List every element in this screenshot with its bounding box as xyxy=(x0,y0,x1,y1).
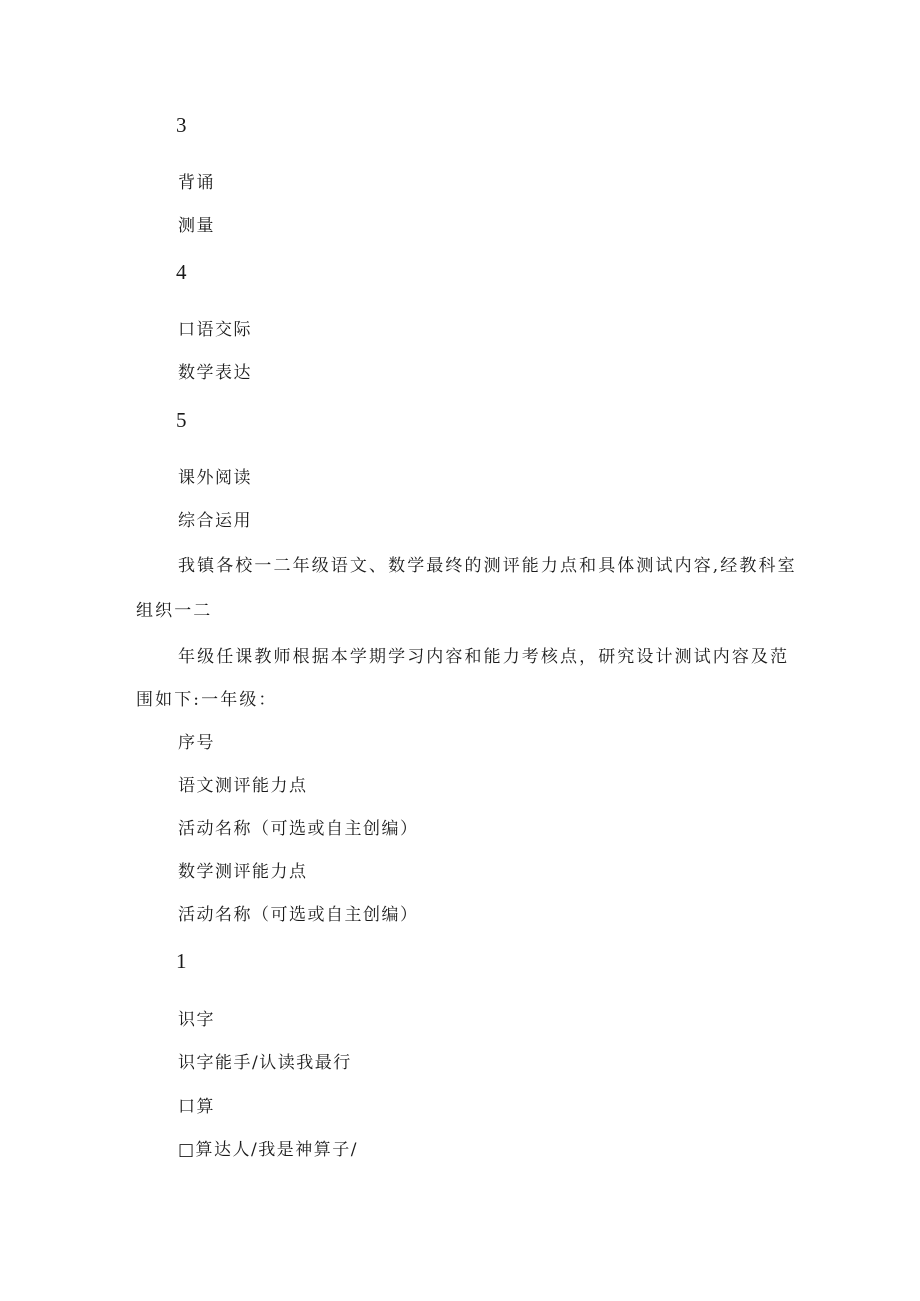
math-ability-cell: 测量 xyxy=(178,216,215,236)
math-ability-cell: 口算 xyxy=(178,1097,215,1117)
chinese-ability-cell: 识字 xyxy=(178,1010,215,1030)
item-number: 3 xyxy=(176,113,187,137)
chinese-ability-cell: 课外阅读 xyxy=(178,468,252,488)
table-header-cell: 数学测评能力点 xyxy=(178,862,308,882)
math-ability-cell: 综合运用 xyxy=(178,511,252,531)
body-paragraph-line: 组织一二 xyxy=(136,601,213,621)
body-paragraph-line: 围如下:一年级： xyxy=(136,690,278,710)
item-number: 4 xyxy=(176,260,187,284)
item-number: 1 xyxy=(176,949,187,973)
body-paragraph-line: 年级任课教师根据本学期学习内容和能力考核点，研究设计测试内容及范 xyxy=(178,647,790,667)
math-ability-cell: 数学表达 xyxy=(178,363,252,383)
table-header-cell: 活动名称（可选或自主创编） xyxy=(178,905,419,925)
math-activity-cell: □算达人/我是神算子/ xyxy=(178,1140,359,1160)
chinese-ability-cell: 背诵 xyxy=(178,173,215,193)
table-header-cell: 活动名称（可选或自主创编） xyxy=(178,819,419,839)
item-number: 5 xyxy=(176,408,187,432)
chinese-activity-cell: 识字能手/认读我最行 xyxy=(178,1053,352,1073)
chinese-ability-cell: 口语交际 xyxy=(178,320,252,340)
table-header-cell: 语文测评能力点 xyxy=(178,776,308,796)
body-paragraph-line: 我镇各校一二年级语文、数学最终的测评能力点和具体测试内容,经教科室 xyxy=(178,556,797,576)
table-header-cell: 序号 xyxy=(178,733,215,753)
